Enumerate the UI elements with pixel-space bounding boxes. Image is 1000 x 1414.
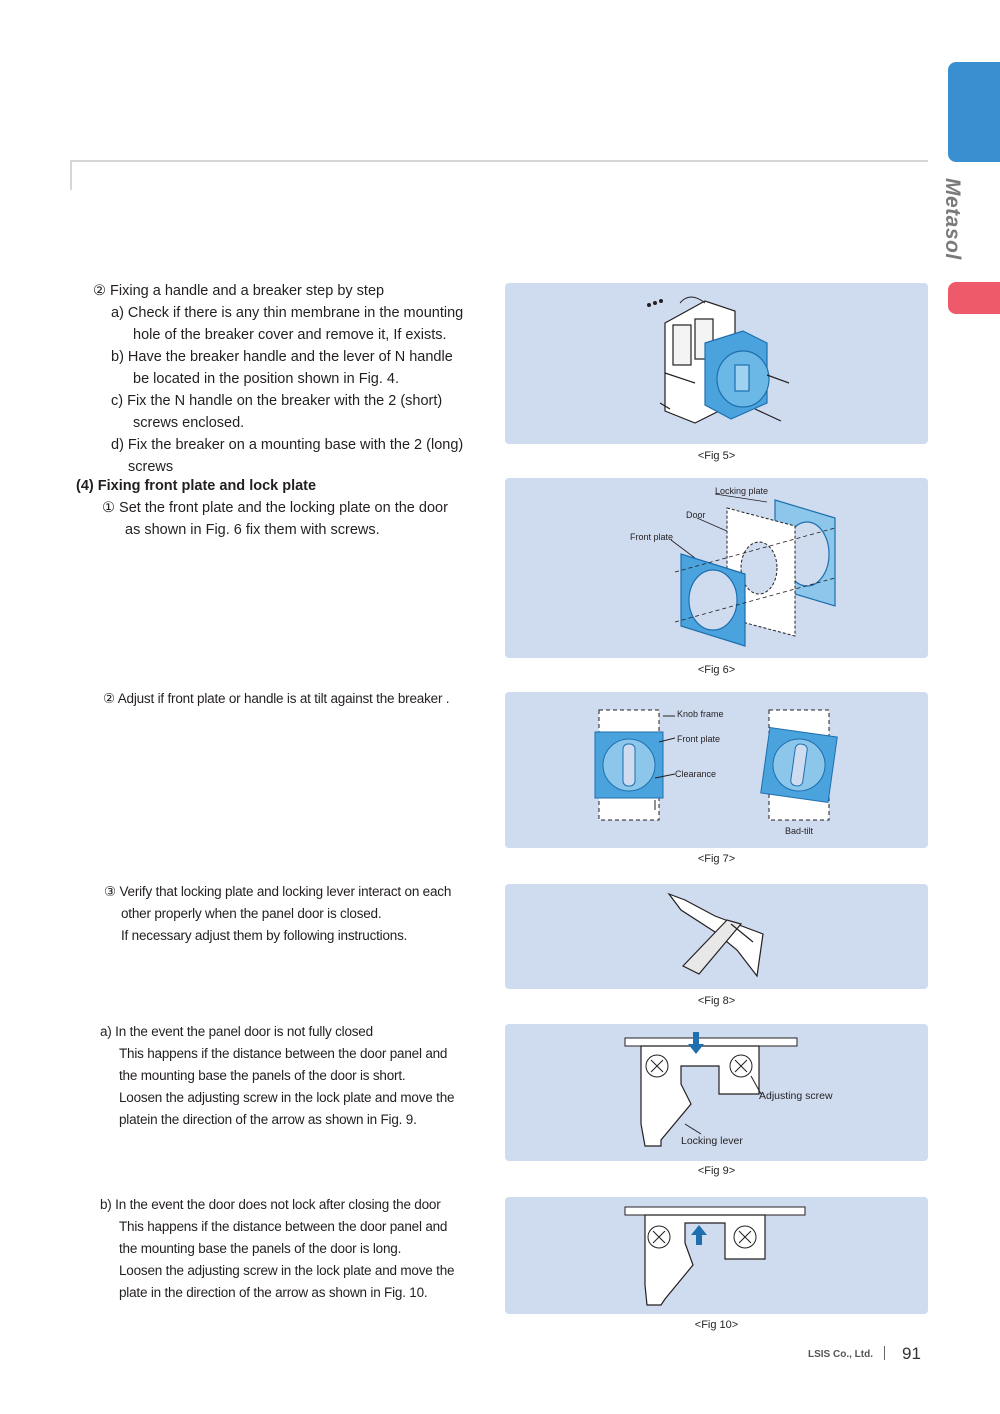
fig7-tilt-illustration [505,692,928,848]
fig9-caption: <Fig 9> [697,1165,736,1177]
case-a-line4: Loosen the adjusting screw in the lock plate and move the [119,1090,455,1105]
fig7-panel [505,692,928,848]
fig10-panel [505,1197,928,1314]
side-brand-text: Metasol [941,178,964,260]
case-a-line3: the mounting base the panels of the door is short. [119,1068,406,1083]
fig6-label-locking-plate: Locking plate [715,486,769,496]
fig5-caption: <Fig 5> [697,450,736,462]
fig6-label-door: Door [686,510,706,520]
case-b-line2: This happens if the distance between the door panel and [119,1219,448,1234]
fig6-panel [505,478,928,658]
header-rule [70,160,928,162]
header-rule-corner [70,160,72,190]
side-tab-pink [948,282,1000,314]
step2-b-line1: b) Have the breaker handle and the lever of N handle [111,349,453,365]
fig7-label-knob-frame: Knob frame [677,709,724,719]
fig5-breaker-illustration [505,283,928,444]
section-4-heading: (4) Fixing front plate and lock plate [76,478,317,494]
case-b-line3: the mounting base the panels of the door is long. [119,1241,402,1256]
fig10-caption: <Fig 10> [694,1319,739,1331]
step2-d-line2: screws [128,459,174,475]
fig7-caption: <Fig 7> [697,853,736,865]
fig9-label-locking-lever: Locking lever [681,1135,743,1147]
fig6-label-front-plate: Front plate [630,532,674,542]
fig7-label-clearance: Clearance [675,769,717,779]
step2-c-line2: screws enclosed. [133,415,245,431]
fig8-panel [505,884,928,989]
fig7-label-bad-tilt: Bad-tilt [785,826,814,836]
fig6-plates-illustration [505,478,928,658]
case-b-line1: b) In the event the door does not lock after closing the door [100,1197,441,1212]
step2-c-line1: c) Fix the N handle on the breaker with the 2 (short) [111,393,443,409]
fig8-caption: <Fig 8> [697,995,736,1007]
case-b-line4: Loosen the adjusting screw in the lock plate and move the [119,1263,455,1278]
case-a-line2: This happens if the distance between the door panel and [119,1046,448,1061]
s4-step1-line1: ① Set the front plate and the locking plate on the door [102,500,448,516]
s4-step2: ② Adjust if front plate or handle is at tilt against the breaker . [103,691,450,706]
fig9-panel [505,1024,928,1161]
s4-step3-line3: If necessary adjust them by following instructions. [121,928,408,943]
side-tab-blue [948,62,1000,162]
page-number: 91 [902,1344,921,1363]
case-a-line5: platein the direction of the arrow as shown in Fig. 9. [119,1112,417,1127]
case-b-line5: plate in the direction of the arrow as shown in Fig. 10. [119,1285,428,1300]
step2-b-line2: be located in the position shown in Fig. 4. [133,371,399,387]
step2-a-line1: a) Check if there is any thin membrane in the mounting [111,305,464,321]
case-a-line1: a) In the event the panel door is not fully closed [100,1024,373,1039]
fig8-lever-illustration [505,884,928,989]
fig9-lock-plate-illustration [505,1024,928,1161]
s4-step3-line2: other properly when the panel door is closed. [121,906,382,921]
fig10-lock-plate-illustration [505,1197,928,1314]
step2-title: ② Fixing a handle and a breaker step by step [93,283,385,299]
fig7-label-front-plate: Front plate [677,734,721,744]
s4-step3-line1: ③ Verify that locking plate and locking lever interact on each [104,884,452,899]
step2-a-line2: hole of the breaker cover and remove it, If exists. [133,327,447,343]
footer-separator [884,1346,885,1360]
fig9-label-adjusting-screw: Adjusting screw [759,1090,833,1102]
fig5-panel [505,283,928,444]
s4-step1-line2: as shown in Fig. 6 fix them with screws. [125,522,380,538]
side-brand [930,178,970,268]
fig6-caption: <Fig 6> [697,664,736,676]
footer-company: LSIS Co., Ltd. [808,1349,873,1360]
step2-d-line1: d) Fix the breaker on a mounting base with the 2 (long) [111,437,464,453]
